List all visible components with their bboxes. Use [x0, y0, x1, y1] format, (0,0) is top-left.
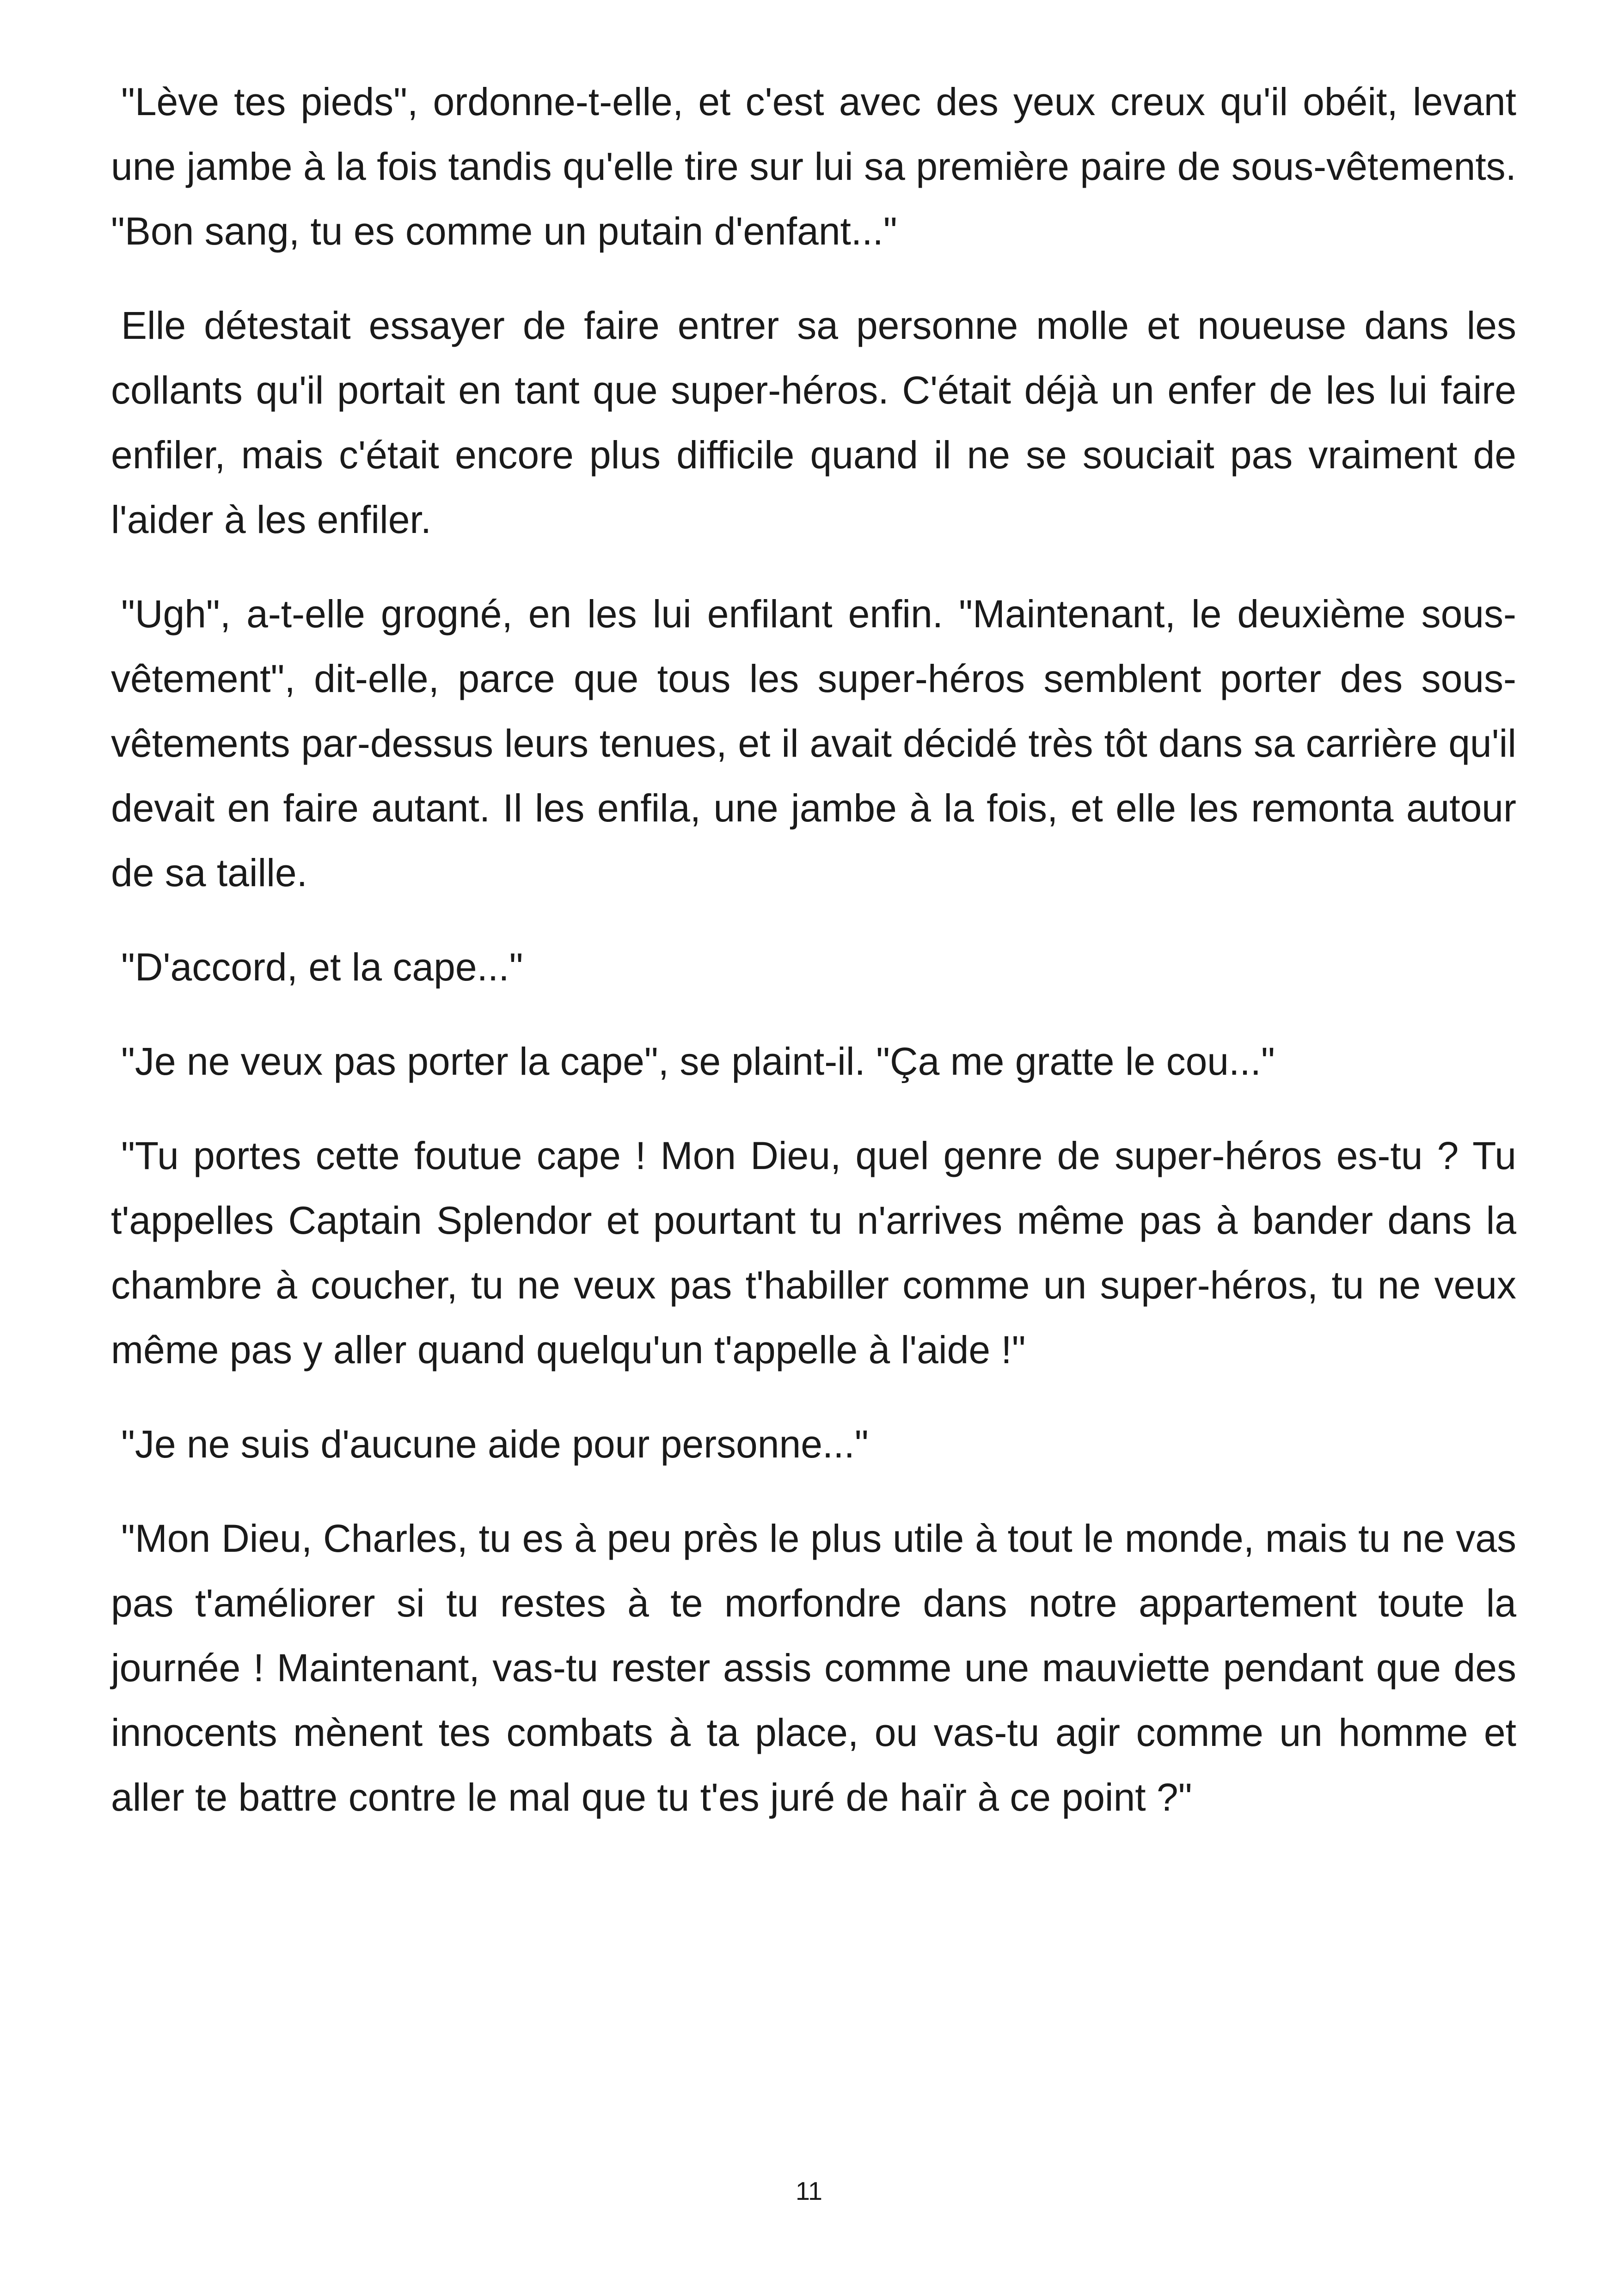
page-number: 11: [795, 2176, 823, 2205]
paragraph: "Je ne suis d'aucune aide pour personne...": [121, 1422, 869, 1466]
paragraph: "Lève tes pieds", ordonne-t-elle, et c'est avec des yeux creux qu'il obéit, levant une jambe à la fois tandis qu'elle tire sur lui sa première paire de sous-vêtements. "Bon sang, tu es comme un putain d'enfant...": [111, 80, 1516, 253]
paragraph: "D'accord, et la cape...": [121, 945, 523, 989]
paragraph: "Tu portes cette foutue cape ! Mon Dieu, quel genre de super-héros es-tu ? Tu t'appelles Captain Splendor et pourtant tu n'arrives même pas à bander dans la chambre à coucher, tu ne veux pas t'habiller comme un super-héros, tu ne veux même pas y aller quand quelqu'un t'appelle à l'aide !": [111, 1134, 1516, 1371]
body-text: [111, 69, 1516, 1859]
paragraph: "Ugh", a-t-elle grogné, en les lui enfilant enfin. "Maintenant, le deuxième sous-vêtement", dit-elle, parce que tous les super-héros semblent porter des sous-vêtements par-dessus leurs tenues, et il avait décidé très tôt dans sa carrière qu'il devait en faire autant. Il les enfila, une jambe à la fois, et elle les remonta autour de sa taille.: [111, 592, 1516, 894]
paragraph: Elle détestait essayer de faire entrer sa personne molle et noueuse dans les collants qu'il portait en tant que super-héros. C'était déjà un enfer de les lui faire enfiler, mais c'était encore plus difficile quand il ne se souciait pas vraiment de l'aider à les enfiler.: [111, 304, 1516, 541]
paragraph: "Mon Dieu, Charles, tu es à peu près le plus utile à tout le monde, mais tu ne vas pas t'améliorer si tu restes à te morfondre dans notre appartement toute la journée ! Maintenant, vas-tu rester assis comme une mauviette pendant que des innocents mènent tes combats à ta place, ou vas-tu agir comme un homme et aller te battre contre le mal que tu t'es juré de haïr à ce point ?": [111, 1517, 1516, 1819]
paragraph: "Je ne veux pas porter la cape", se plaint-il. "Ça me gratte le cou...": [121, 1040, 1275, 1083]
